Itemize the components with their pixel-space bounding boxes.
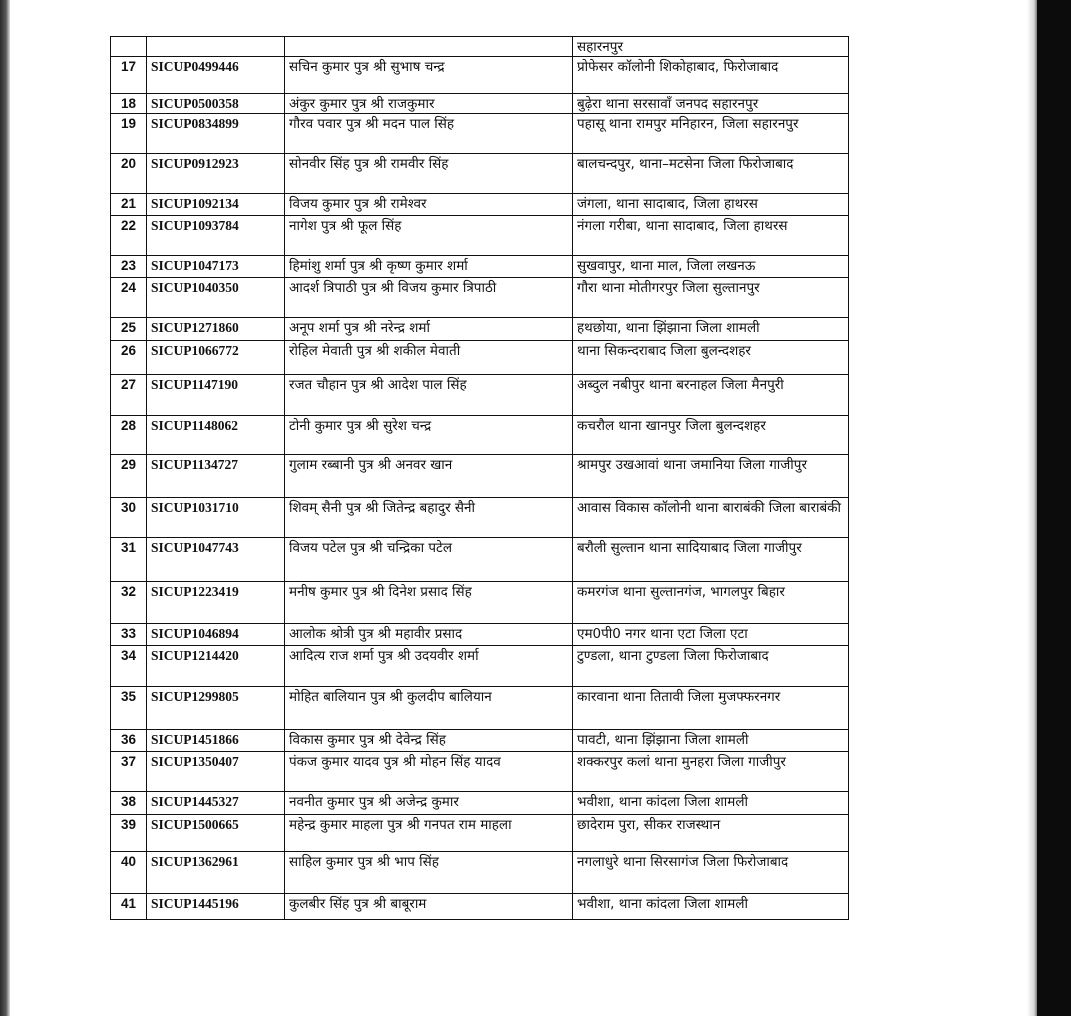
table-row: [111, 416, 849, 455]
serial-number-cell: 27: [111, 375, 147, 416]
serial-number-cell: 21: [111, 194, 147, 216]
address-cell: जंगला, थाना सादाबाद, जिला हाथरस: [573, 194, 849, 216]
table-row: [111, 752, 849, 792]
address-cell: पावटी, थाना झिंझाना जिला शामली: [573, 730, 849, 752]
scan-right-edge: [1027, 0, 1037, 1016]
id-cell: SICUP1147190: [147, 375, 285, 416]
address-cell: प्रोफेसर कॉलोनी शिकोहाबाद, फिरोजाबाद: [573, 57, 849, 94]
name-cell: अंकुर कुमार पुत्र श्री राजकुमार: [285, 94, 573, 114]
address-cell: आवास विकास कॉलोनी थाना बाराबंकी जिला बाराबंकी: [573, 498, 849, 538]
address-cell: नंगला गरीबा, थाना सादाबाद, जिला हाथरस: [573, 216, 849, 256]
table-row: [111, 582, 849, 624]
table-row: [111, 687, 849, 730]
table-row: [111, 256, 849, 278]
id-cell: SICUP1047173: [147, 256, 285, 278]
records-table: [110, 36, 849, 920]
serial-number-cell: 20: [111, 154, 147, 194]
address-cell: भवीशा, थाना कांदला जिला शामली: [573, 792, 849, 815]
serial-number-cell: 22: [111, 216, 147, 256]
serial-number-cell: 26: [111, 341, 147, 375]
table-row: [111, 498, 849, 538]
id-cell: SICUP1445196: [147, 894, 285, 920]
id-cell: SICUP1299805: [147, 687, 285, 730]
address-cell: पहासू थाना रामपुर मनिहारन, जिला सहारनपुर: [573, 114, 849, 154]
name-cell: मोहित बालियान पुत्र श्री कुलदीप बालियान: [285, 687, 573, 730]
serial-number-cell: 17: [111, 57, 147, 94]
address-cell: टुण्डला, थाना टुण्डला जिला फिरोजाबाद: [573, 646, 849, 687]
name-cell: टोनी कुमार पुत्र श्री सुरेश चन्द्र: [285, 416, 573, 455]
id-cell: SICUP0834899: [147, 114, 285, 154]
id-cell: SICUP1046894: [147, 624, 285, 646]
table-row: [111, 852, 849, 894]
scan-left-shadow: [0, 0, 10, 1016]
id-cell: SICUP1031710: [147, 498, 285, 538]
name-cell: नागेश पुत्र श्री फूल सिंह: [285, 216, 573, 256]
serial-number-cell: [111, 37, 147, 57]
id-cell: SICUP0912923: [147, 154, 285, 194]
address-cell: थाना सिकन्दराबाद जिला बुलन्दशहर: [573, 341, 849, 375]
table-row: [111, 624, 849, 646]
id-cell: SICUP1148062: [147, 416, 285, 455]
address-cell: बरौली सुल्तान थाना सादियाबाद जिला गाजीपुर: [573, 538, 849, 582]
id-cell: SICUP1451866: [147, 730, 285, 752]
table-row: [111, 646, 849, 687]
address-cell: एम0पी0 नगर थाना एटा जिला एटा: [573, 624, 849, 646]
table-row: [111, 375, 849, 416]
name-cell: हिमांशु शर्मा पुत्र श्री कृष्ण कुमार शर्मा: [285, 256, 573, 278]
name-cell: आदित्य राज शर्मा पुत्र श्री उदयवीर शर्मा: [285, 646, 573, 687]
serial-number-cell: 29: [111, 455, 147, 498]
document-page: [110, 36, 860, 1016]
name-cell: गुलाम रब्बानी पुत्र श्री अनवर खान: [285, 455, 573, 498]
table-row: [111, 894, 849, 920]
name-cell: साहिल कुमार पुत्र श्री भाप सिंह: [285, 852, 573, 894]
serial-number-cell: 39: [111, 815, 147, 852]
serial-number-cell: 41: [111, 894, 147, 920]
records-table-body: [111, 37, 849, 920]
table-row: [111, 730, 849, 752]
id-cell: SICUP1134727: [147, 455, 285, 498]
name-cell: रोहिल मेवाती पुत्र श्री शकील मेवाती: [285, 341, 573, 375]
serial-number-cell: 23: [111, 256, 147, 278]
address-cell: कारवाना थाना तितावी जिला मुजफ्फरनगर: [573, 687, 849, 730]
serial-number-cell: 30: [111, 498, 147, 538]
table-row: [111, 341, 849, 375]
address-cell: कचरौल थाना खानपुर जिला बुलन्दशहर: [573, 416, 849, 455]
id-cell: SICUP0499446: [147, 57, 285, 94]
serial-number-cell: 38: [111, 792, 147, 815]
table-row: [111, 278, 849, 318]
table-row: [111, 455, 849, 498]
id-cell: SICUP1066772: [147, 341, 285, 375]
id-cell: [147, 37, 285, 57]
address-cell: बुढ़ेरा थाना सरसावाँ जनपद सहारनपुर: [573, 94, 849, 114]
address-cell: सुखवापुर, थाना माल, जिला लखनऊ: [573, 256, 849, 278]
name-cell: विकास कुमार पुत्र श्री देवेन्द्र सिंह: [285, 730, 573, 752]
name-cell: गौरव पवार पुत्र श्री मदन पाल सिंह: [285, 114, 573, 154]
address-cell: कमरगंज थाना सुल्तानगंज, भागलपुर बिहार: [573, 582, 849, 624]
scan-right-border: [1037, 0, 1071, 1016]
table-row: [111, 815, 849, 852]
id-cell: SICUP1047743: [147, 538, 285, 582]
name-cell: सोनवीर सिंह पुत्र श्री रामवीर सिंह: [285, 154, 573, 194]
name-cell: आलोक श्रोत्री पुत्र श्री महावीर प्रसाद: [285, 624, 573, 646]
address-cell: हथछोया, थाना झिंझाना जिला शामली: [573, 318, 849, 341]
id-cell: SICUP1093784: [147, 216, 285, 256]
serial-number-cell: 28: [111, 416, 147, 455]
name-cell: शिवम् सैनी पुत्र श्री जितेन्द्र बहादुर सैनी: [285, 498, 573, 538]
id-cell: SICUP1040350: [147, 278, 285, 318]
name-cell: विजय कुमार पुत्र श्री रामेश्वर: [285, 194, 573, 216]
table-row-continued: [111, 37, 849, 57]
name-cell: महेन्द्र कुमार माहला पुत्र श्री गनपत राम माहला: [285, 815, 573, 852]
address-cell: बालचन्दपुर, थाना–मटसेना जिला फिरोजाबाद: [573, 154, 849, 194]
address-cell: नगलाधुरे थाना सिरसागंज जिला फिरोजाबाद: [573, 852, 849, 894]
serial-number-cell: 25: [111, 318, 147, 341]
table-row: [111, 194, 849, 216]
table-row: [111, 57, 849, 94]
name-cell: सचिन कुमार पुत्र श्री सुभाष चन्द्र: [285, 57, 573, 94]
serial-number-cell: 37: [111, 752, 147, 792]
name-cell: विजय पटेल पुत्र श्री चन्द्रिका पटेल: [285, 538, 573, 582]
name-cell: नवनीत कुमार पुत्र श्री अजेन्द्र कुमार: [285, 792, 573, 815]
serial-number-cell: 32: [111, 582, 147, 624]
serial-number-cell: 19: [111, 114, 147, 154]
serial-number-cell: 33: [111, 624, 147, 646]
name-cell: अनूप शर्मा पुत्र श्री नरेन्द्र शर्मा: [285, 318, 573, 341]
table-row: [111, 216, 849, 256]
address-cell: सहारनपुर: [573, 37, 849, 57]
name-cell: कुलबीर सिंह पुत्र श्री बाबूराम: [285, 894, 573, 920]
id-cell: SICUP1350407: [147, 752, 285, 792]
serial-number-cell: 36: [111, 730, 147, 752]
table-row: [111, 154, 849, 194]
serial-number-cell: 35: [111, 687, 147, 730]
id-cell: SICUP1214420: [147, 646, 285, 687]
name-cell: पंकज कुमार यादव पुत्र श्री मोहन सिंह यादव: [285, 752, 573, 792]
id-cell: SICUP0500358: [147, 94, 285, 114]
serial-number-cell: 31: [111, 538, 147, 582]
name-cell: रजत चौहान पुत्र श्री आदेश पाल सिंह: [285, 375, 573, 416]
table-row: [111, 792, 849, 815]
serial-number-cell: 34: [111, 646, 147, 687]
address-cell: श्रामपुर उखआवां थाना जमानिया जिला गाजीपुर: [573, 455, 849, 498]
table-row: [111, 94, 849, 114]
id-cell: SICUP1500665: [147, 815, 285, 852]
id-cell: SICUP1223419: [147, 582, 285, 624]
name-cell: आदर्श त्रिपाठी पुत्र श्री विजय कुमार त्रिपाठी: [285, 278, 573, 318]
table-row: [111, 318, 849, 341]
address-cell: गौरा थाना मोतीगरपुर जिला सुल्तानपुर: [573, 278, 849, 318]
address-cell: छादेराम पुरा, सीकर राजस्थान: [573, 815, 849, 852]
address-cell: अब्दुल नबीपुर थाना बरनाहल जिला मैनपुरी: [573, 375, 849, 416]
id-cell: SICUP1362961: [147, 852, 285, 894]
address-cell: भवीशा, थाना कांदला जिला शामली: [573, 894, 849, 920]
name-cell: [285, 37, 573, 57]
name-cell: मनीष कुमार पुत्र श्री दिनेश प्रसाद सिंह: [285, 582, 573, 624]
serial-number-cell: 40: [111, 852, 147, 894]
id-cell: SICUP1271860: [147, 318, 285, 341]
id-cell: SICUP1092134: [147, 194, 285, 216]
id-cell: SICUP1445327: [147, 792, 285, 815]
serial-number-cell: 24: [111, 278, 147, 318]
serial-number-cell: 18: [111, 94, 147, 114]
table-row: [111, 538, 849, 582]
table-row: [111, 114, 849, 154]
address-cell: शक्करपुर कलां थाना मुनहरा जिला गाजीपुर: [573, 752, 849, 792]
